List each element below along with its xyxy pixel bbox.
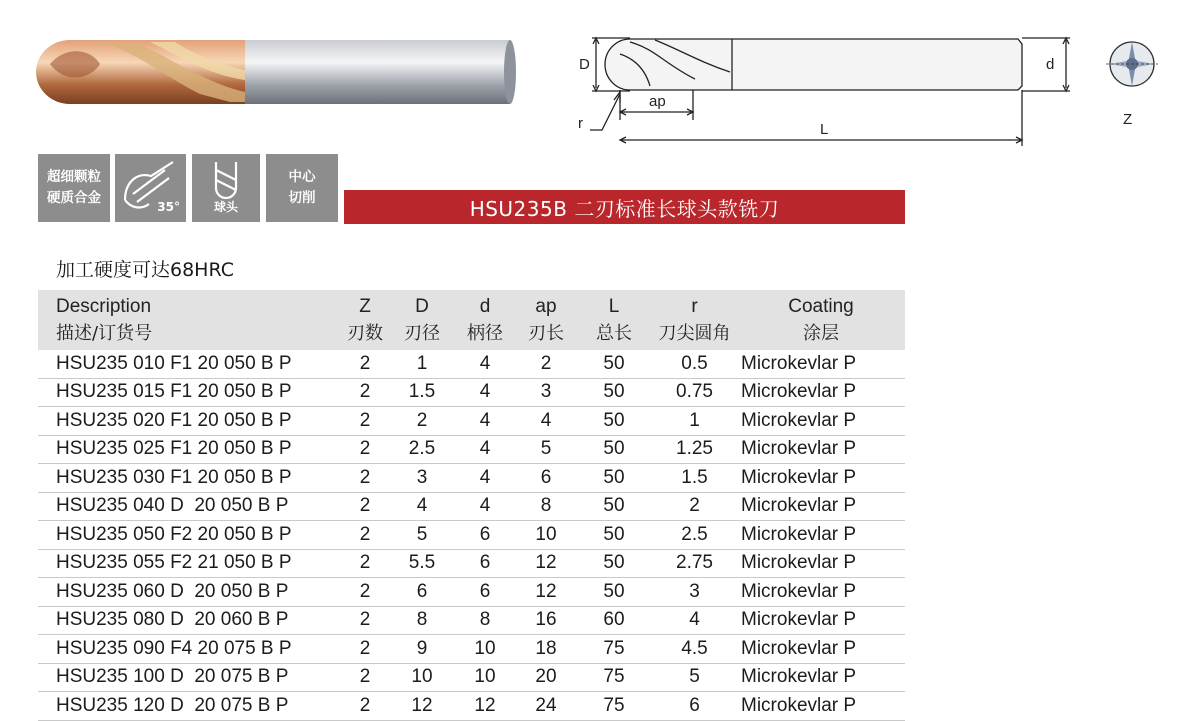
spec-table-body (38, 350, 905, 720)
cell-L: 50 (576, 350, 652, 378)
cell-d: 10 (454, 635, 516, 664)
cell-description: HSU235 100 D 20 075 B P (38, 663, 340, 692)
cell-z: 2 (340, 407, 390, 436)
cell-description: HSU235 040 D 20 050 B P (38, 492, 340, 521)
cell-z: 2 (340, 692, 390, 721)
cell-D: 2.5 (390, 435, 454, 464)
cell-coating: Microkevlar P (737, 492, 905, 521)
cell-D: 5 (390, 521, 454, 550)
cell-description: HSU235 050 F2 20 050 B P (38, 521, 340, 550)
cell-description: HSU235 010 F1 20 050 B P (38, 350, 340, 378)
table-row (38, 350, 905, 378)
cell-D: 5.5 (390, 549, 454, 578)
cell-D: 10 (390, 663, 454, 692)
cell-description: HSU235 090 F4 20 075 B P (38, 635, 340, 664)
table-row (38, 407, 905, 436)
cell-coating: Microkevlar P (737, 435, 905, 464)
cell-ap: 16 (516, 606, 576, 635)
header-ap: ap 刃长 (528, 296, 564, 344)
table-row (38, 464, 905, 493)
cell-ap: 12 (516, 549, 576, 578)
feature-ball-head (192, 154, 260, 222)
feature-helix-angle (115, 154, 186, 222)
cell-r: 1.25 (652, 435, 737, 464)
cell-D: 8 (390, 606, 454, 635)
cell-r: 0.5 (652, 350, 737, 378)
header-r: r 刀尖圆角 (658, 296, 731, 344)
cell-d: 4 (454, 492, 516, 521)
cell-ap: 5 (516, 435, 576, 464)
table-row (38, 692, 905, 721)
product-title: HSU235B 二刃标准长球头款铣刀 (469, 196, 780, 221)
cell-D: 2 (390, 407, 454, 436)
cell-ap: 4 (516, 407, 576, 436)
cell-z: 2 (340, 350, 390, 378)
cell-description: HSU235 080 D 20 060 B P (38, 606, 340, 635)
cell-coating: Microkevlar P (737, 521, 905, 550)
cell-coating: Microkevlar P (737, 635, 905, 664)
cell-L: 50 (576, 407, 652, 436)
product-title-banner (344, 190, 905, 224)
cell-L: 50 (576, 492, 652, 521)
cell-L: 50 (576, 578, 652, 607)
cell-coating: Microkevlar P (737, 663, 905, 692)
table-row (38, 435, 905, 464)
cell-ap: 6 (516, 464, 576, 493)
cell-z: 2 (340, 549, 390, 578)
ball-head-label: 球头 (213, 200, 238, 214)
cell-d: 8 (454, 606, 516, 635)
cell-D: 9 (390, 635, 454, 664)
feature-grain-line2: 硬质合金 (47, 190, 101, 206)
cell-r: 0.75 (652, 378, 737, 407)
cell-coating: Microkevlar P (737, 549, 905, 578)
cell-z: 2 (340, 578, 390, 607)
table-row (38, 492, 905, 521)
dim-label-L: L (820, 121, 829, 138)
cell-D: 1.5 (390, 378, 454, 407)
cell-coating: Microkevlar P (737, 407, 905, 436)
cell-r: 2.5 (652, 521, 737, 550)
dim-label-d: d (1046, 56, 1055, 73)
spec-table (38, 290, 905, 721)
cell-d: 10 (454, 663, 516, 692)
cell-r: 4 (652, 606, 737, 635)
table-row (38, 549, 905, 578)
header-D: D 刃径 (404, 296, 440, 344)
header-d: d 柄径 (467, 296, 503, 344)
cell-d: 6 (454, 578, 516, 607)
cell-z: 2 (340, 378, 390, 407)
table-row (38, 663, 905, 692)
center-cutting-line1: 中心 (288, 169, 316, 185)
cell-r: 2 (652, 492, 737, 521)
cell-ap: 24 (516, 692, 576, 721)
cell-r: 1 (652, 407, 737, 436)
cell-r: 2.75 (652, 549, 737, 578)
cell-r: 6 (652, 692, 737, 721)
end-mill-photo (30, 34, 520, 110)
dim-label-r: r (578, 115, 583, 132)
cell-description: HSU235 020 F1 20 050 B P (38, 407, 340, 436)
cell-d: 4 (454, 407, 516, 436)
table-row (38, 606, 905, 635)
cell-r: 1.5 (652, 464, 737, 493)
cell-coating: Microkevlar P (737, 578, 905, 607)
table-row (38, 578, 905, 607)
feature-grain-line1: 超细颗粒 (47, 169, 101, 185)
cell-coating: Microkevlar P (737, 350, 905, 378)
cell-ap: 20 (516, 663, 576, 692)
cell-ap: 3 (516, 378, 576, 407)
cell-D: 4 (390, 492, 454, 521)
cell-z: 2 (340, 521, 390, 550)
cell-z: 2 (340, 635, 390, 664)
cell-z: 2 (340, 606, 390, 635)
cell-z: 2 (340, 464, 390, 493)
dim-label-D: D (579, 56, 590, 73)
cell-d: 6 (454, 549, 516, 578)
feature-center-cutting (266, 154, 338, 222)
technical-drawing (570, 24, 1170, 150)
cell-D: 6 (390, 578, 454, 607)
dim-label-Z: Z (1123, 111, 1133, 128)
table-header-row (38, 290, 905, 350)
cell-d: 6 (454, 521, 516, 550)
header-z: Z 刃数 (347, 296, 383, 344)
cell-r: 4.5 (652, 635, 737, 664)
cell-L: 75 (576, 692, 652, 721)
cell-description: HSU235 025 F1 20 050 B P (38, 435, 340, 464)
cell-L: 50 (576, 435, 652, 464)
cell-ap: 2 (516, 350, 576, 378)
cell-coating: Microkevlar P (737, 692, 905, 721)
hardness-note: 加工硬度可达68HRC (56, 259, 234, 281)
cell-d: 4 (454, 435, 516, 464)
table-row (38, 378, 905, 407)
cell-z: 2 (340, 663, 390, 692)
cell-description: HSU235 120 D 20 075 B P (38, 692, 340, 721)
cell-ap: 8 (516, 492, 576, 521)
cell-d: 4 (454, 350, 516, 378)
dim-label-ap: ap (649, 93, 666, 110)
cell-z: 2 (340, 492, 390, 521)
cell-L: 50 (576, 549, 652, 578)
cell-r: 5 (652, 663, 737, 692)
cell-description: HSU235 055 F2 21 050 B P (38, 549, 340, 578)
center-cutting-line2: 切削 (288, 190, 316, 206)
cell-L: 75 (576, 663, 652, 692)
cell-coating: Microkevlar P (737, 378, 905, 407)
cell-D: 12 (390, 692, 454, 721)
cell-L: 75 (576, 635, 652, 664)
cell-r: 3 (652, 578, 737, 607)
cell-d: 12 (454, 692, 516, 721)
header-description: Description 描述/订货号 (56, 296, 153, 344)
cell-coating: Microkevlar P (737, 606, 905, 635)
cell-ap: 18 (516, 635, 576, 664)
cell-L: 50 (576, 521, 652, 550)
cell-D: 3 (390, 464, 454, 493)
feature-grain-carbide (38, 154, 110, 222)
cell-L: 60 (576, 606, 652, 635)
cell-d: 4 (454, 464, 516, 493)
cell-description: HSU235 015 F1 20 050 B P (38, 378, 340, 407)
header-L: L 总长 (596, 296, 632, 344)
cell-description: HSU235 060 D 20 050 B P (38, 578, 340, 607)
helix-angle-value: 35° (157, 200, 180, 214)
cell-z: 2 (340, 435, 390, 464)
cell-coating: Microkevlar P (737, 464, 905, 493)
cell-D: 1 (390, 350, 454, 378)
table-row (38, 521, 905, 550)
cell-ap: 10 (516, 521, 576, 550)
cell-d: 4 (454, 378, 516, 407)
header-coating: Coating 涂层 (788, 296, 854, 344)
cell-ap: 12 (516, 578, 576, 607)
cell-description: HSU235 030 F1 20 050 B P (38, 464, 340, 493)
cell-L: 50 (576, 378, 652, 407)
table-row (38, 635, 905, 664)
cell-L: 50 (576, 464, 652, 493)
